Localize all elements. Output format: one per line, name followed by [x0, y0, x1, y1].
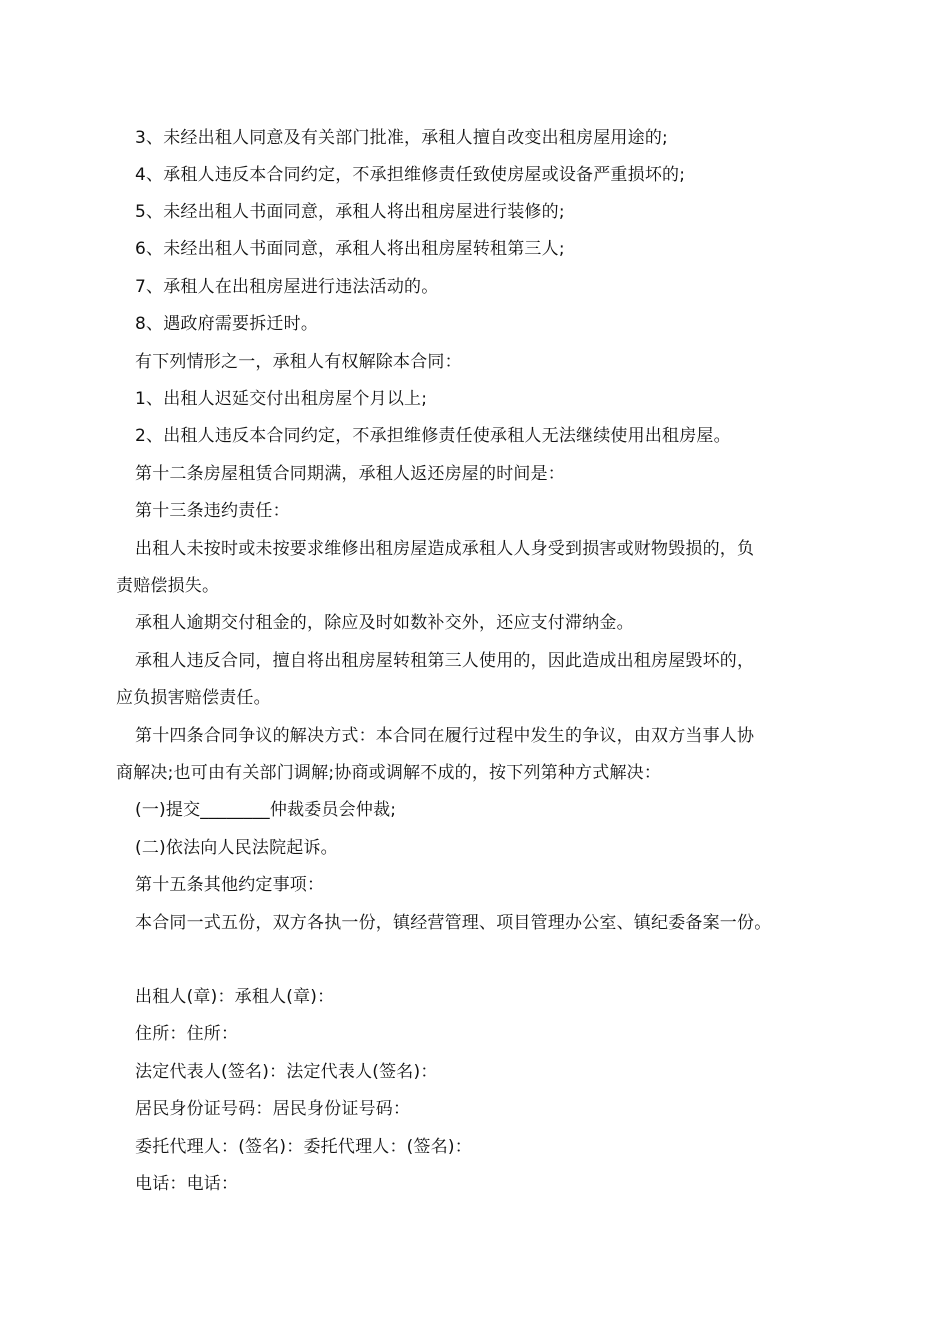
liability-sublet: 承租人违反合同，擅自将出租房屋转租第三人使用的，因此造成出租房屋毁坏的，: [135, 651, 755, 671]
article-14-cont: 商解决;也可由有关部门调解;协商或调解不成的，按下列第种方式解决：: [116, 763, 662, 783]
tenant-termination-2: 2、出租人违反本合同约定，不承担维修责任使承租人无法继续使用出租房屋。: [135, 426, 731, 446]
liability-landlord-cont: 责赔偿损失。: [116, 576, 220, 596]
liability-sublet-cont: 应负损害赔偿责任。: [116, 688, 271, 708]
signature-id-number: 居民身份证号码：居民身份证号码：: [135, 1099, 411, 1119]
liability-late-rent: 承租人逾期交付租金的，除应及时如数补交外，还应支付滞纳金。: [135, 613, 634, 633]
signature-legal-rep: 法定代表人(签名)：法定代表人(签名)：: [135, 1062, 438, 1082]
clause-6: 6、未经出租人书面同意，承租人将出租房屋转租第三人;: [135, 239, 565, 259]
signature-agent: 委托代理人：(签名)：委托代理人：(签名)：: [135, 1137, 472, 1157]
dispute-option-1: (一)提交________仲裁委员会仲裁;: [135, 800, 397, 820]
tenant-termination-1: 1、出租人迟延交付出租房屋个月以上;: [135, 389, 428, 409]
signature-phone: 电话：电话：: [135, 1174, 239, 1194]
liability-landlord: 出租人未按时或未按要求维修出租房屋造成承租人人身受到损害或财物毁损的，负: [135, 539, 755, 559]
clause-8: 8、遇政府需要拆迁时。: [135, 314, 319, 334]
signature-seal: 出租人(章)：承租人(章)：: [135, 987, 335, 1007]
clause-4: 4、承租人违反本合同约定，不承担维修责任致使房屋或设备严重损坏的;: [135, 165, 686, 185]
article-12: 第十二条房屋租赁合同期满，承租人返还房屋的时间是：: [135, 464, 565, 484]
tenant-termination-intro: 有下列情形之一，承租人有权解除本合同：: [135, 352, 462, 372]
copies-note: 本合同一式五份，双方各执一份，镇经营管理、项目管理办公室、镇纪委备案一份。: [135, 913, 772, 933]
clause-3: 3、未经出租人同意及有关部门批准，承租人擅自改变出租房屋用途的;: [135, 128, 668, 148]
signature-address: 住所：住所：: [135, 1024, 239, 1044]
article-15-heading: 第十五条其他约定事项：: [135, 875, 325, 895]
article-14: 第十四条合同争议的解决方式：本合同在履行过程中发生的争议，由双方当事人协: [135, 726, 755, 746]
clause-5: 5、未经出租人书面同意，承租人将出租房屋进行装修的;: [135, 202, 565, 222]
clause-7: 7、承租人在出租房屋进行违法活动的。: [135, 277, 439, 297]
article-13-heading: 第十三条违约责任：: [135, 501, 290, 521]
dispute-option-2: (二)依法向人民法院起诉。: [135, 838, 338, 858]
